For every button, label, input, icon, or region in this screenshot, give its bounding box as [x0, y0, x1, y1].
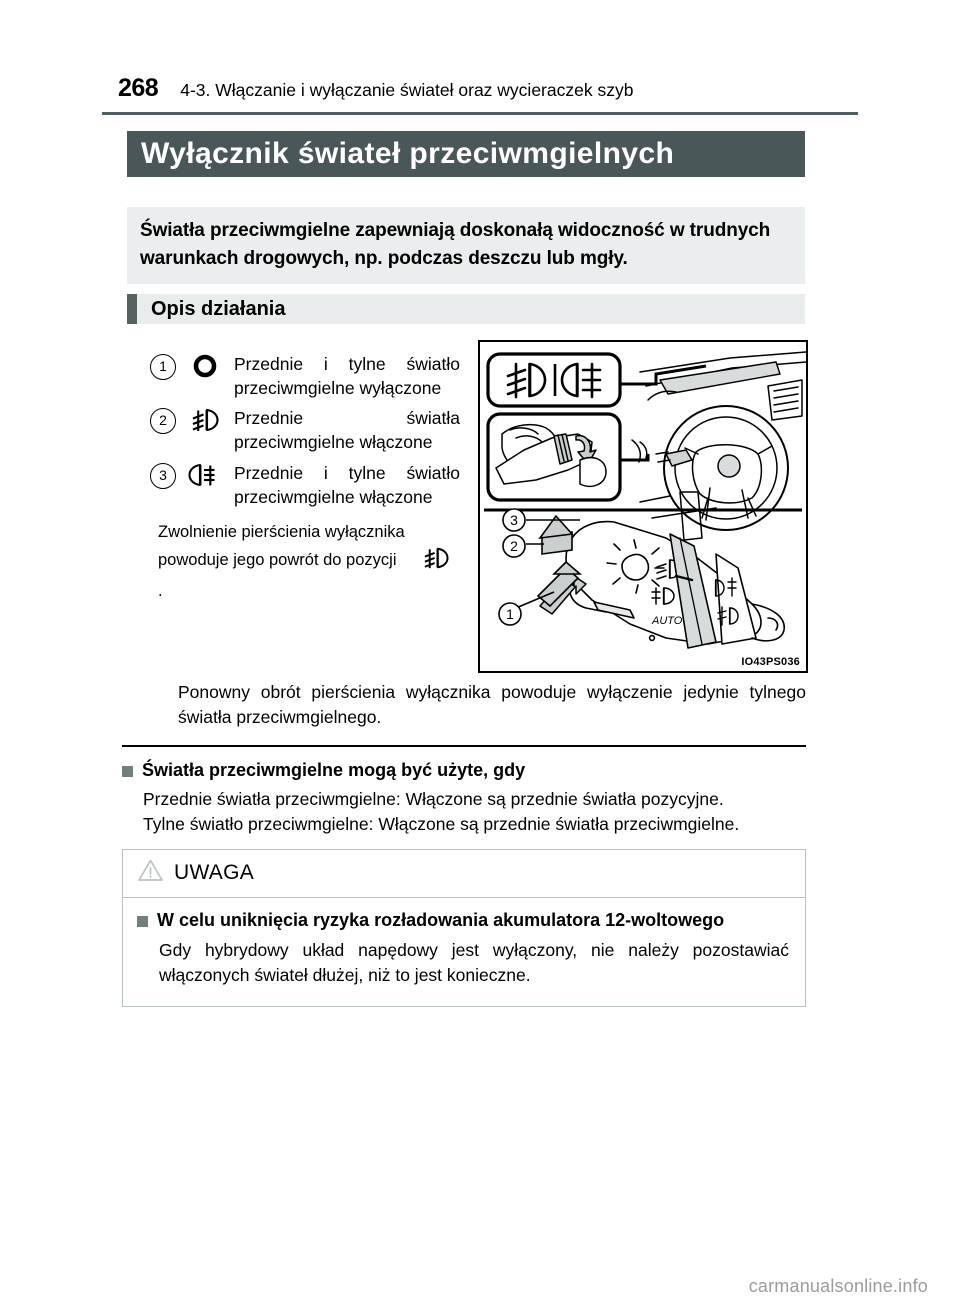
- illustration-panel: [478, 340, 808, 673]
- list-item-text: Przednie i tylne światło przeciwmgielne wyłączone: [234, 354, 460, 399]
- front-fog-light-icon: [176, 406, 234, 433]
- list-item: [150, 352, 460, 400]
- operation-note-text: Zwolnienie pierścienia wyłącznika powoduje jego powrót do pozycji: [158, 522, 405, 569]
- operation-note-period: .: [158, 582, 163, 601]
- page-title: Wyłącznik świateł przeciwmgielnych: [141, 137, 675, 170]
- svg-text:2: 2: [510, 538, 518, 554]
- illustration-drawing: [480, 342, 806, 671]
- usage-heading-label: Światła przeciwmgielne mogą być użyte, gdy: [142, 760, 526, 780]
- usage-body: [122, 787, 822, 837]
- warning-heading: [137, 910, 789, 931]
- usage-line: Tylne światło przeciwmgielne: Włączone są przednie światła przeciwmgielne.: [143, 813, 740, 834]
- warning-body: [123, 898, 805, 1006]
- footer-watermark: carmanualsonline.info: [748, 1276, 928, 1296]
- breadcrumb: 4-3. Włączanie i wyłączanie świateł oraz wycieraczek szyb: [180, 80, 634, 100]
- usage-line: Przednie światła przeciwmgielne: Włączone są przednie światła pozycyjne.: [143, 789, 724, 809]
- warning-box: [122, 849, 806, 1007]
- section-divider-rule: [122, 745, 806, 747]
- square-bullet-icon: [122, 766, 133, 777]
- rear-fog-light-icon: [176, 461, 234, 488]
- usage-heading: [122, 760, 822, 781]
- lead-text: Światła przeciwmgielne zapewniają doskonałą widoczność w trudnych warunkach drogowych, np. podczas deszczu lub mgły.: [140, 220, 771, 269]
- fog-lights-off-ring-icon: [176, 352, 234, 379]
- callout-number-2: 2: [150, 408, 176, 434]
- illustration-code: IO43PS036: [741, 656, 800, 668]
- warning-triangle-icon: [137, 858, 164, 888]
- operation-note: [150, 519, 460, 605]
- lead-callout-box: [127, 207, 805, 284]
- warning-heading-label: W celu uniknięcia ryzyka rozładowania akumulatora 12-woltowego: [157, 910, 725, 930]
- list-item-text: Przednie światła przeciwmgielne włączone: [234, 408, 460, 453]
- list-item-text: Przednie i tylne światło przeciwmgielne włączone: [234, 462, 460, 507]
- svg-text:3: 3: [510, 512, 518, 528]
- list-item: [150, 461, 460, 509]
- warning-title-row: [123, 850, 805, 898]
- callout-number-3: 3: [150, 463, 176, 489]
- list-item: [150, 406, 460, 454]
- section-heading-label: Opis działania: [151, 297, 286, 320]
- page-header: [118, 74, 842, 103]
- warning-title-label: UWAGA: [174, 861, 255, 884]
- svg-text:AUTO: AUTO: [652, 615, 683, 627]
- post-illustration-paragraph: Ponowny obrót pierścienia wyłącznika powoduje wyłączenie jedynie tylnego światła przeciwmgielnego.: [178, 682, 806, 727]
- square-bullet-icon: [137, 916, 148, 927]
- svg-text:1: 1: [506, 606, 514, 622]
- usage-section: [122, 760, 822, 837]
- front-fog-light-icon: [419, 546, 453, 579]
- callout-number-1: 1: [150, 354, 176, 380]
- page-number: 268: [118, 74, 159, 102]
- operation-list: [150, 352, 460, 605]
- page-title-bar: [127, 131, 805, 177]
- warning-text: Gdy hybrydowy układ napędowy jest wyłączony, nie należy pozostawiać włączonych świateł dłużej, niż to jest konieczne.: [159, 940, 789, 986]
- header-divider-rule: [102, 112, 858, 115]
- section-heading-operation: [127, 294, 805, 324]
